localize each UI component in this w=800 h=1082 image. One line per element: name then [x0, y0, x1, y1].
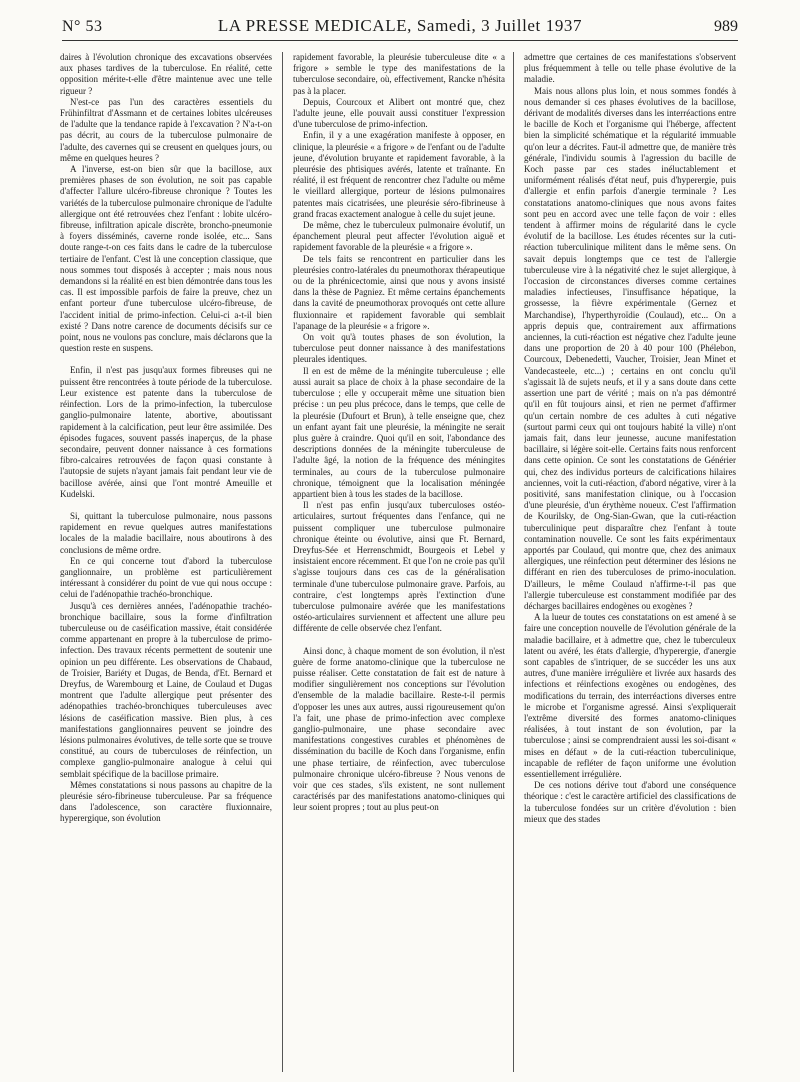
paragraph: De même, chez le tuberculeux pulmonaire évolutif, un épanchement pleural peut affecter l'évolution aiguë et rapidement favorable de la pleurésie « a frigore ». — [293, 220, 505, 253]
issue-number: N° 53 — [62, 18, 103, 35]
page-header — [62, 12, 738, 41]
paragraph: De tels faits se rencontrent en particulier dans les pleurésies contro-latérales du pneumothorax thérapeutique ou de la phrénicectomie, ainsi que nous y avons insisté dans la thèse de Pagniez. Et même certains épanchements dans la cavité de pneumothorax provoqués ont cette allure fluxionnaire et rapidement favorable qui semblait l'apanage de la pleurésie « a frigore ». — [293, 253, 505, 331]
paragraph: A l'inverse, est-on bien sûr que la bacillose, aux premières phases de son évolution, ne soit pas capable d'affecter l'allure ulcéro-fibreuse chronique ? Toutes les variétés de la tuberculose pulmonaire chronique de l'adulte allergique ont été retrouvées chez l'enfant : lobite ulcéro-fibreuse, infiltration apicale discrète, broncho-pneumonie à foyers disséminés, caverne ronde isolée, etc... Sans doute range-t-on ces faits dans le cadre de la tuberculose tertiaire de l'enfant. C'est là une conception classique, que nous sommes tout disposés à accepter ; mais nous nous demandons si la réalité en est bien démontrée dans tous les cas. Il est impossible parfois de faire la preuve, chez un enfant porteur d'une tuberculose ulcéro-fibreuse, de l'accident initial de primo-infection. Celui-ci a-t-il bien existé ? Dans notre carence de documents décisifs sur ce point, nous ne voulons pas conclure, mais déclarons que la question reste en suspens. — [60, 164, 272, 354]
text-column-2 — [293, 52, 505, 1072]
paragraph: Si, quittant la tuberculose pulmonaire, nous passons rapidement en revue quelques autres manifestations locales de la maladie bacillaire, nous aboutirons à des conclusions de même ordre. — [60, 510, 272, 555]
paragraph: De ces notions dérive tout d'abord une conséquence théorique : c'est le caractère artificiel des classifications de la tuberculose fondées sur un critère d'évolution : bien mieux que des stades — [524, 780, 736, 824]
paragraph: A la lueur de toutes ces constatations on est amené à se faire une conception nouvelle de l'évolution générale de la maladie bacillaire, et à admettre que, chez le tuberculeux latent ou avéré, les états d'allergie, d'hyperergie, d'anergie sont capables de s'intriquer, de se succéder les uns aux autres, d'une manière irrégulière et livrée aux hasards des infections et réinfections exogènes ou endogènes, des modifications du terrain, des interréactions diverses entre le microbe et l'organisme agressé. Ainsi s'expliquerait l'extrême diversité des formes anatomo-cliniques réalisées, à tout instant de son évolution, par la tuberculose ; ainsi se comprendraient aussi les soi-disant « mises en défaut » de la cuti-réaction tuberculinique, incapable de refléter de façon uniforme une évolution essentiellement irrégulière. — [524, 612, 736, 779]
text-column-3 — [524, 52, 736, 1072]
paragraph: admettre que certaines de ces manifestations s'observent plus fréquemment à telle ou telle phase évolutive de la maladie. — [524, 52, 736, 85]
paragraph: Il n'est pas enfin jusqu'aux tuberculoses ostéo-articulaires, surtout fréquentes dans l'enfance, qui ne puissent compliquer une tuberculose pulmonaire chronique éteinte ou évolutive, ainsi que Ft. Bernard, Dreyfus-Sée et Herrenschmidt, Bourgeois et Lebel y insistaient encore récemment. Et que l'on ne croie pas qu'il s'agisse toujours dans ces cas de la généralisation terminale d'une tuberculose pulmonaire grave. Parfois, au contraire, c'est longtemps après l'extinction d'une tuberculose pulmonaire avérée que les manifestations ostéo-articulaires surviennent et affectent une allure peu différente de celle observée chez l'enfant. — [293, 500, 505, 634]
paragraph: Jusqu'à ces dernières années, l'adénopathie trachéo-bronchique bacillaire, sous la forme d'infiltration tuberculeuse ou de caséification massive, était considérée comme appartenant en propre à la tuberculose de primo-infection. Des travaux récents permettent de soutenir une opinion un peu différente. Les observations de Chabaud, de Troisier, Bariéty et Dugas, de Benda, d'Et. Bernard et Dreyfus, de Warembourg et Laine, de Coulaud et Dugas montrent que l'adulte allergique peut présenter des adénopathies trachéo-bronchiques tuberculeuses avec lésions de caséification massive. Bien plus, à ces manifestations ganglionnaires peuvent se joindre des lésions pulmonaires évolutives, de telle sorte que se trouve constitué, au cours de tuberculoses de réinfection, un complexe ganglio-pulmonaire analogue à celui qui semblait spécifique de la bacillose primaire. — [60, 600, 272, 779]
paragraph: Il en est de même de la méningite tuberculeuse ; elle aussi aurait sa place de choix à la phase secondaire de la tuberculose ; elle y occuperait même une situation bien précise : un peu plus précoce, dans le temps, que celle de la pleurésie (Dufourt et Brun), à telle enseigne que, chez un enfant ayant fait une pleurésie, la méningite ne serait plus guère à craindre. Quoi qu'il en soit, l'abondance des descriptions données de la méningite tuberculeuse de l'adulte âgé, la notion de la fréquence des méningites terminales, au cours de la tuberculose pulmonaire chronique, témoignent que la localisation méningée appartient bien à tous les stades de la bacillose. — [293, 365, 505, 499]
paragraph: Mêmes constatations si nous passons au chapitre de la pleurésie séro-fibrineuse tuberculeuse. Par sa fréquence dans l'adolescence, son caractère fluxionnaire, hyperergique, son évolution — [60, 779, 272, 824]
paragraph: Enfin, il y a une exagération manifeste à opposer, en clinique, la pleurésie « a frigore » de l'enfant ou de l'adulte jeune, d'évolution bruyante et rapidement favorable, à la pleurésie des phtisiques avérés, latente et traînante. En réalité, il est fréquent de rencontrer chez l'adulte ou même le vieillard allergique, porteur de lésions pulmonaires patentes mais cicatrisées, une pleurésie séro-fibrineuse à grand fracas exactement analogue à celle du sujet jeune. — [293, 130, 505, 219]
paragraph: On voit qu'à toutes phases de son évolution, la tuberculose peut donner naissance à des manifestations pleurales identiques. — [293, 332, 505, 365]
paragraph: En ce qui concerne tout d'abord la tuberculose ganglionnaire, un problème est particulièrement intéressant à considérer du point de vue qui nous occupe : celui de l'adénopathie trachéo-bronchique. — [60, 555, 272, 600]
paragraph: daires à l'évolution chronique des excavations observées aux phases tardives de la tuberculose. En réalité, cette opposition mérite-t-elle d'être maintenue avec une telle rigueur ? — [60, 52, 272, 96]
paragraph: N'est-ce pas l'un des caractères essentiels du Frühinfiltrat d'Assmann et de certaines lobites ulcéreuses de l'adulte que la tendance rapide à l'excavation ? N'a-t-on pas décrit, au cours de la tuberculose pulmonaire de l'adulte, des cavernes qui se creusent en quelques jours, ou même en quelques heures ? — [60, 96, 272, 163]
column-divider — [513, 52, 514, 1072]
paragraph: Ainsi donc, à chaque moment de son évolution, il n'est guère de forme anatomo-clinique que la tuberculose ne puisse réaliser. Cette constatation de fait est de nature à modifier singulièrement nos conceptions sur l'évolution d'ensemble de la maladie bacillaire. Reste-t-il permis d'opposer les unes aux autres, aussi rigoureusement qu'on l'a fait, une phase de primo-infection avec complexe ganglio-pulmonaire, une phase secondaire avec manifestations congestives curables et phénomènes de dissémination du bacille de Koch dans l'organisme, enfin une phase tertiaire, de réinfection, avec tuberculose pulmonaire chronique ulcéro-fibreuse ? Nous venons de voir que ces stades, s'ils existent, ne sont nullement caractérisés par des manifestations anatomo-cliniques qui leur soient propres ; tout au plus peut-on — [293, 645, 505, 813]
paragraph: Enfin, il n'est pas jusqu'aux formes fibreuses qui ne puissent être rencontrées à toute période de la tuberculose. Leur existence est patente dans la tuberculose de réinfection. Lors de la primo-infection, la tuberculose ganglio-pulmonaire latente, abortive, aboutissant rapidement à la calcification, peut leur être assimilée. Des épisodes fugaces, souvent passés inaperçus, de la phase secondaire, peuvent donner naissance à ces formations fibro-calcaires retrouvées de façon quasi constante à l'autopsie de sujets n'ayant jamais fait pendant leur vie de bacillose avérée, ainsi que l'ont montré Ameuille et Kudelski. — [60, 365, 272, 499]
journal-title: LA PRESSE MEDICALE, Samedi, 3 Juillet 1937 — [217, 16, 583, 35]
paragraph: rapidement favorable, la pleurésie tuberculeuse dite « a frigore » semble le type des manifestations de la tuberculose secondaire, où, effectivement, Rancke n'hésita pas à la placer. — [293, 52, 505, 96]
paragraph: Depuis, Courcoux et Alibert ont montré que, chez l'adulte jeune, elle pouvait aussi constituer l'expression d'une tuberculose de primo-infection. — [293, 96, 505, 130]
paragraph: Mais nous allons plus loin, et nous sommes fondés à nous demander si ces phases évolutives de la bacillose, dérivant de modalités diverses dans les interréactions entre le bacille de Koch et l'organisme qui l'héberge, affectent bien la simplicité schématique et la régularité immuable qu'on leur a décrites. Faut-il admettre que, de manière très générale, l'individu soumis à l'agression du bacille de Koch passe par ces stades inéluctablement et uniformément réalisés d'état neuf, puis d'hyperergie, puis d'allergie et enfin parfois d'anergie terminale ? Les constatations anatomo-cliniques que nous avons faites sont peu en accord avec une telle façon de voir : elles tendent à affirmer moins de régularité dans le cycle évolutif de la bacillose. Les études récentes sur la cuti-réaction tuberculinique militent dans le même sens. On savait depuis longtemps que ce test de l'allergie tuberculeuse vire à la négativité chez le sujet allergique, à l'occasion de circonstances diverses comme certaines maladies infectieuses, l'insuffisance hépatique, la grossesse, la fièvre expérimentale (Gernez et Marchandise), l'hyperthyroïdie (Coulaud), etc... On a appris depuis que, contrairement aux affirmations anciennes, la cuti-réaction est négative chez l'adulte jeune dans une proportion de 20 à 40 pour 100 (Phélebon, Courcoux, Debenedetti, Vaucher, Troisier, Jean Minet et Vandecasteele, etc...) ; certains en ont conclu qu'il s'agissait là de sujets neufs, et il y a sans doute dans cette assertion une part de vérité ; mais on n'a pas démontré qu'il en fût toujours ainsi, et rien ne permet d'affirmer qu'un certain nombre de ces adultes à cuti négative (surtout parmi ceux qui ont toujours habité la ville) n'ont jamais fait, dans leur jeunesse, aucune manifestation bacillaire, si légère soit-elle. Certains faits nous renforcent dans cette opinion. Ce sont les constatations de Générier qui, chez des individus porteurs de calcifications hilaires anciennes, voit la cuti-réaction, d'abord négative, virer à la positivité, sans manifestation clinique, ou à l'occasion d'une pleurésie, d'un érythème noueux. C'est l'affirmation de Kourilsky, de Ong-Sian-Gwan, que la cuti-réaction tuberculinique peut disparaître chez l'enfant à toute contamination nouvelle. Ce sont les faits expérimentaux apportés par Coulaud, qui montre que, chez des animaux allergiques, une réinfection peut déterminer des lésions ne différant en rien des tuberculoses de primo-inoculation. D'ailleurs, le même Coulaud n'affirme-t-il pas que l'allergie tuberculeuse est constamment modifiée par des décharges bacillaires endogènes ou exogènes ? — [524, 85, 736, 611]
text-column-1 — [60, 52, 272, 1072]
page-number: 989 — [714, 18, 738, 35]
column-divider — [282, 52, 283, 1072]
